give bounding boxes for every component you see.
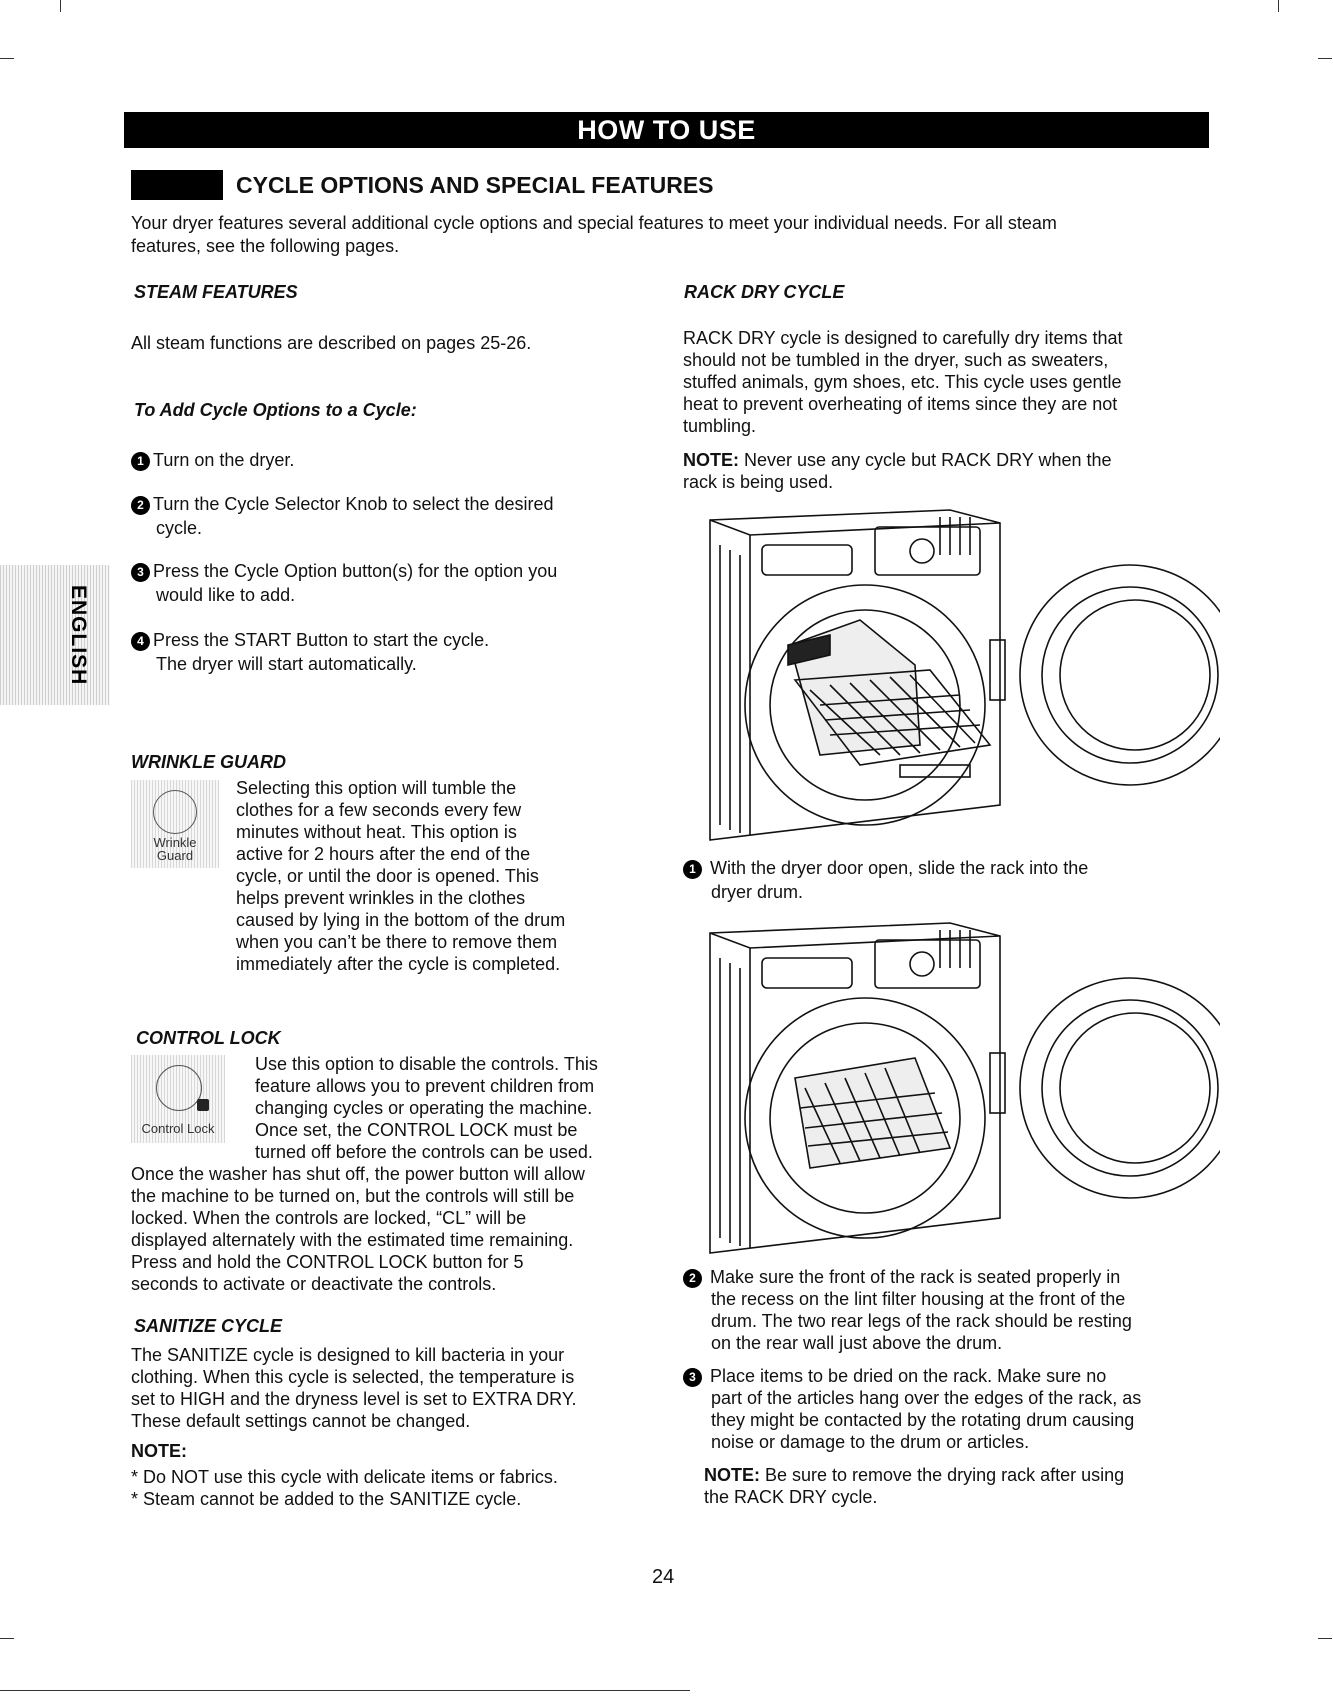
dryer-rack-insert-illustration xyxy=(700,505,1220,845)
sanitize-text: The SANITIZE cycle is designed to kill bacteria in your clothing. When this cycle is selected, the temperature is set to HIGH and the dryness level is set to EXTRA DRY. These default settings cannot be changed. xyxy=(131,1345,577,1431)
rack-dry-text: RACK DRY cycle is designed to carefully dry items that should not be tumbled in the dryer, such as sweaters, stuffed animals, gym shoes, etc. This cycle uses gentle heat to prevent overheating of items since they are not tumbling. xyxy=(683,328,1123,436)
sanitize-note-label: NOTE: xyxy=(131,1441,187,1461)
steam-text: All steam functions are described on pages 25-26. xyxy=(131,333,532,353)
control-lock-text: Use this option to disable the controls. This feature allows you to prevent children from changing cycles or operating the machine. Once set, the CONTROL LOCK must be turned off before the controls can be used. xyxy=(255,1054,598,1162)
crop-mark xyxy=(0,1638,14,1639)
control-lock-text-cont: Once the washer has shut off, the power button will allow the machine to be turned on, but the controls will still be locked. When the controls are locked, “CL” will be displayed alternately with the estimated time remaining. Press and hold the CONTROL LOCK button for 5 seconds to activate or deactivate the controls. xyxy=(131,1164,585,1294)
dryer-rack-seated-illustration xyxy=(700,918,1220,1258)
crop-mark xyxy=(0,58,14,59)
section-marker xyxy=(131,170,223,200)
wrinkle-guard-heading: WRINKLE GUARD xyxy=(131,752,286,772)
language-tab-label: ENGLISH xyxy=(67,584,90,686)
sanitize-notes: * Do NOT use this cycle with delicate items or fabrics. * Steam cannot be added to the SANITIZE cycle. xyxy=(131,1467,558,1509)
wrinkle-guard-icon: Wrinkle Guard xyxy=(131,780,219,868)
rack-step-2: 2 Make sure the front of the rack is seated properly in the recess on the lint filter housing at the front of the drum. The two rear legs of the rack should be resting on the rear wall just above the drum. xyxy=(683,1266,1132,1354)
step-number-icon: 4 xyxy=(131,632,150,651)
add-step-3: 3 Press the Cycle Option button(s) for the option you would like to add. xyxy=(131,559,557,607)
crop-mark xyxy=(1318,1638,1332,1639)
crop-mark xyxy=(60,0,61,12)
page-header: HOW TO USE xyxy=(124,112,1209,148)
add-options-heading: To Add Cycle Options to a Cycle: xyxy=(134,400,417,420)
add-step-4: 4 Press the START Button to start the cycle. The dryer will start automatically. xyxy=(131,628,489,676)
section-title: CYCLE OPTIONS AND SPECIAL FEATURES xyxy=(236,172,714,198)
steam-heading: STEAM FEATURES xyxy=(134,282,298,302)
rack-dry-note: NOTE: Never use any cycle but RACK DRY when the rack is being used. xyxy=(683,450,1112,492)
rack-dry-heading: RACK DRY CYCLE xyxy=(684,282,845,302)
step-number-icon: 1 xyxy=(683,860,702,879)
add-step-2: 2 Turn the Cycle Selector Knob to select the desired cycle. xyxy=(131,492,554,540)
crop-mark xyxy=(0,1690,690,1691)
page-number: 24 xyxy=(652,1566,675,1588)
rack-step-1: 1 With the dryer door open, slide the rack into the dryer drum. xyxy=(683,856,1088,904)
sanitize-heading: SANITIZE CYCLE xyxy=(134,1316,283,1336)
wrinkle-guard-text: Selecting this option will tumble the clothes for a few seconds every few minutes without heat. This option is active for 2 hours after the end of the cycle, or until the door is opened. This helps prevent wrinkles in the clothes caused by lying in the bottom of the drum when you can’t be there to remove them immediately after the cycle is completed. xyxy=(236,778,566,974)
step-number-icon: 1 xyxy=(131,452,150,471)
control-lock-heading: CONTROL LOCK xyxy=(136,1028,281,1048)
add-step-1: 1 Turn on the dryer. xyxy=(131,448,294,472)
language-tab xyxy=(0,565,110,705)
rack-step-3: 3 Place items to be dried on the rack. Make sure no part of the articles hang over the edges of the rack, as they might be contacted by the rotating drum causing noise or damage to the drum or articles. xyxy=(683,1365,1141,1453)
section-intro: Your dryer features several additional cycle options and special features to meet your individual needs. For all steam features, see the following pages. xyxy=(131,213,1057,256)
step-number-icon: 2 xyxy=(683,1269,702,1288)
step-number-icon: 2 xyxy=(131,496,150,515)
crop-mark xyxy=(1278,0,1279,12)
step-number-icon: 3 xyxy=(683,1368,702,1387)
lock-icon xyxy=(197,1099,209,1111)
control-lock-icon: Control Lock xyxy=(131,1055,225,1143)
crop-mark xyxy=(1318,58,1332,59)
step-number-icon: 3 xyxy=(131,563,150,582)
rack-final-note: NOTE: Be sure to remove the drying rack after using the RACK DRY cycle. xyxy=(704,1465,1125,1507)
